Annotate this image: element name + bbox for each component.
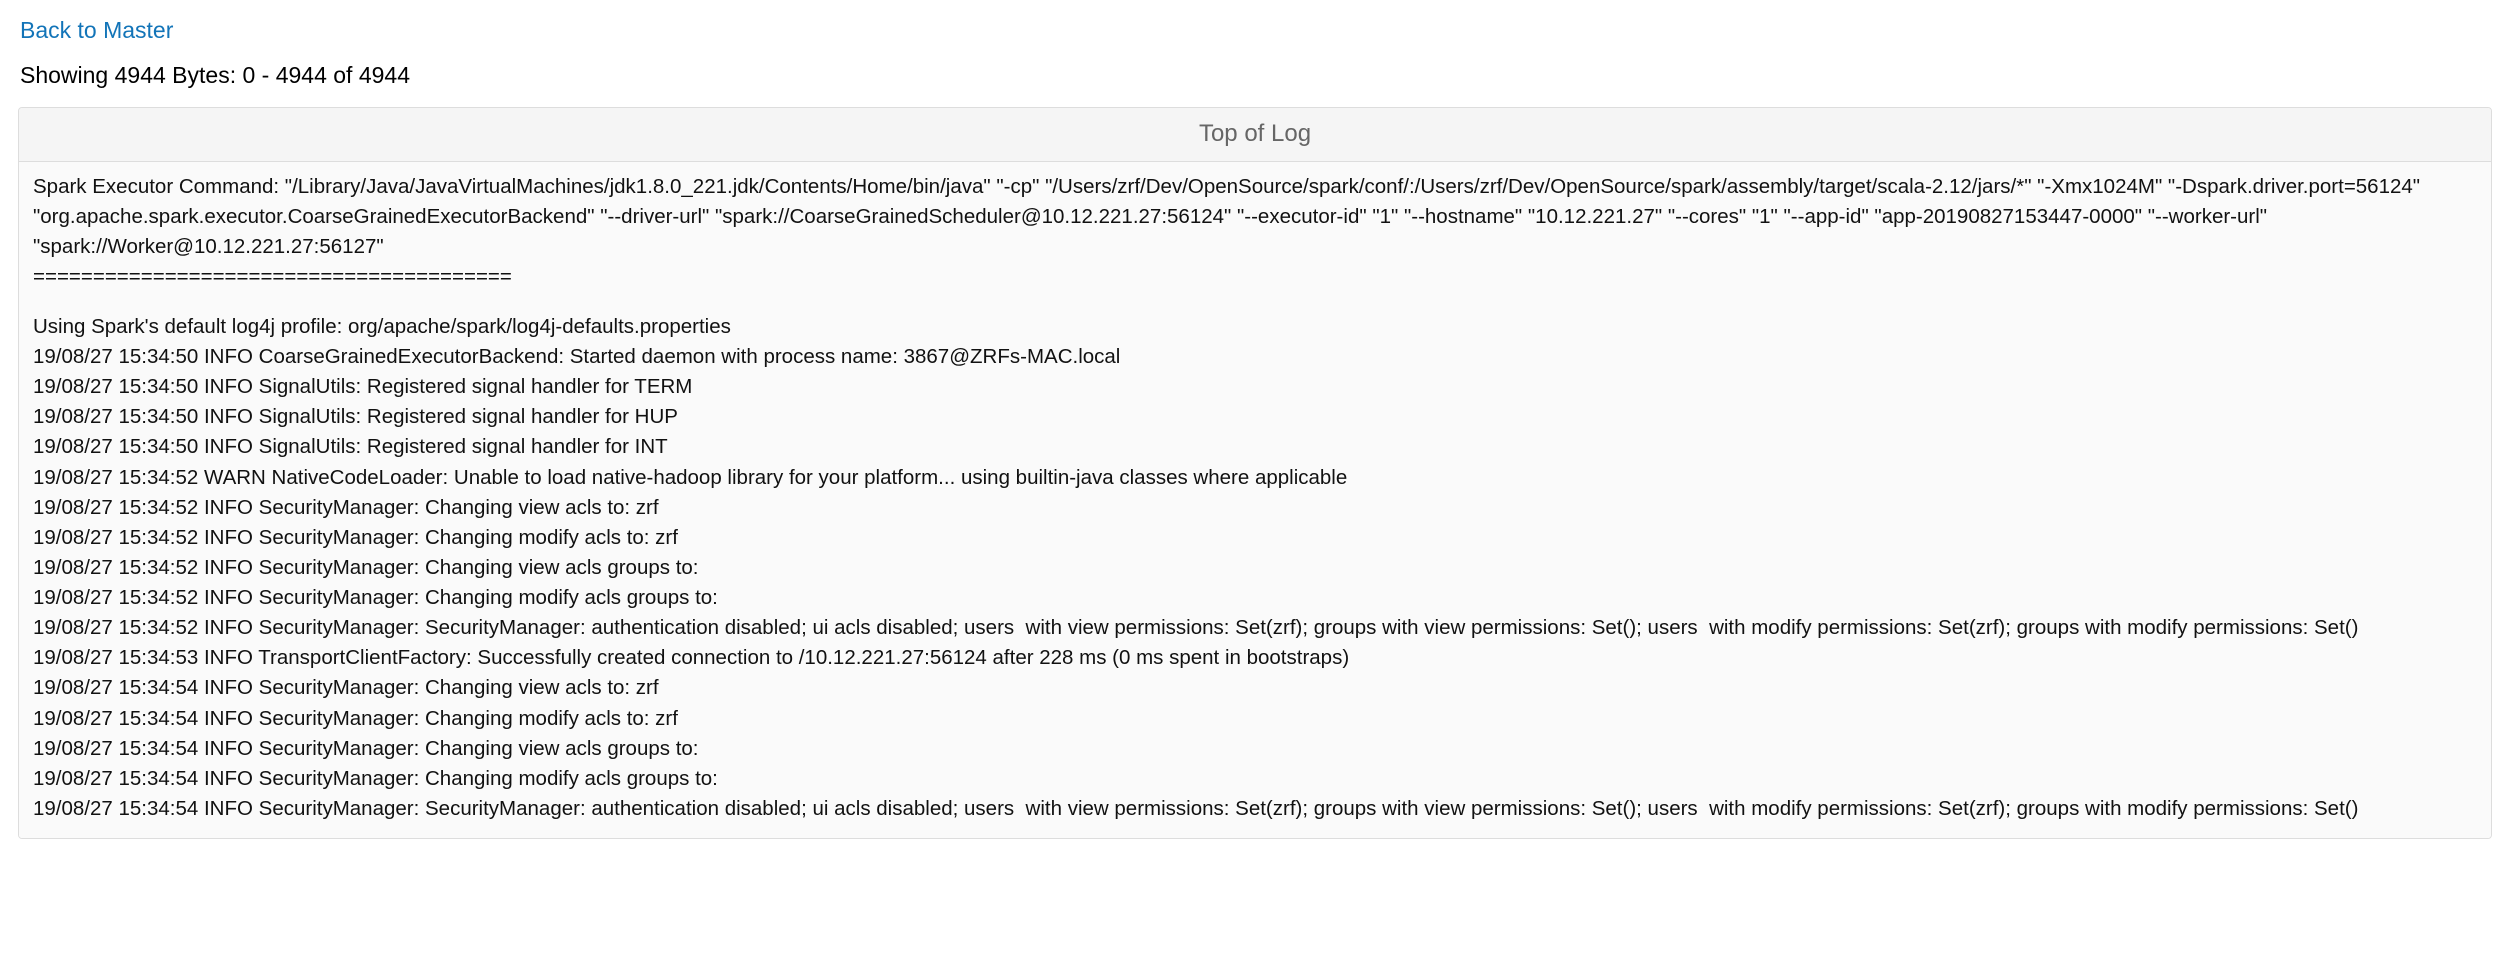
log-line: 19/08/27 15:34:52 INFO SecurityManager: Changing view acls groups to:: [33, 555, 699, 579]
log-line: ========================================: [33, 265, 512, 289]
log-panel-header: Top of Log: [19, 108, 2491, 162]
log-line: 19/08/27 15:34:54 INFO SecurityManager: Changing view acls to: zrf: [33, 676, 659, 700]
back-to-master-link[interactable]: Back to Master: [20, 17, 174, 43]
log-line: 19/08/27 15:34:54 INFO SecurityManager: Changing view acls groups to:: [33, 736, 699, 760]
log-line: 19/08/27 15:34:50 INFO SignalUtils: Registered signal handler for INT: [33, 435, 668, 459]
log-line: 19/08/27 15:34:50 INFO CoarseGrainedExecutorBackend: Started daemon with process name: 3867@ZRFs-MAC.local: [33, 345, 1121, 369]
log-line: 19/08/27 15:34:54 INFO SecurityManager: Changing modify acls to: zrf: [33, 706, 678, 730]
log-line: 19/08/27 15:34:52 WARN NativeCodeLoader: Unable to load native-hadoop library for your platform... using builtin-java classes where applicable: [33, 465, 1348, 489]
log-line: [33, 293, 2477, 312]
log-line: 19/08/27 15:34:52 INFO SecurityManager: Changing modify acls groups to:: [33, 586, 718, 610]
log-content[interactable]: [19, 162, 2491, 838]
log-panel: [18, 107, 2492, 839]
showing-bytes-status: Showing 4944 Bytes: 0 - 4944 of 4944: [20, 62, 411, 88]
log-line: 19/08/27 15:34:52 INFO SecurityManager: Changing view acls to: zrf: [33, 495, 659, 519]
log-line: 19/08/27 15:34:50 INFO SignalUtils: Registered signal handler for HUP: [33, 405, 678, 429]
log-line: 19/08/27 15:34:54 INFO SecurityManager: Changing modify acls groups to:: [33, 766, 718, 790]
log-line: 19/08/27 15:34:52 INFO SecurityManager: Changing modify acls to: zrf: [33, 525, 678, 549]
log-line: 19/08/27 15:34:50 INFO SignalUtils: Registered signal handler for TERM: [33, 375, 693, 399]
log-line: Using Spark's default log4j profile: org/apache/spark/log4j-defaults.properties: [33, 314, 731, 338]
log-line: Spark Executor Command: "/Library/Java/JavaVirtualMachines/jdk1.8.0_221.jdk/Contents/Home/bin/java" "-cp" "/Users/zrf/Dev/OpenSource/spark/conf/:/Users/zrf/Dev/OpenSource/spark/assembly/target/scala-2.12/jars/*" "-Xmx1024M" "-Dspark.driver.port=56124" "org.apache.spark.executor.CoarseGrainedExecutorBackend" "--driver-url" "spark://CoarseGrainedScheduler@10.12.221.27:56124" "--executor-id" "1" "--hostname" "10.12.221.27" "--cores" "1" "--app-id" "app-20190827153447-0000" "--worker-url" "spark://Worker@10.12.221.27:56127": [33, 175, 2426, 259]
log-line: 19/08/27 15:34:54 INFO SecurityManager: SecurityManager: authentication disabled; ui acls disabled; users with view permissions: Set(zrf); groups with view permissions: Set(); users with modify permissions: Set(zrf); groups with modify permissions: Set(): [33, 796, 2359, 820]
log-line: 19/08/27 15:34:53 INFO TransportClientFactory: Successfully created connection to /10.12.221.27:56124 after 228 ms (0 ms spent in bootstraps): [33, 646, 1350, 670]
log-line: 19/08/27 15:34:52 INFO SecurityManager: SecurityManager: authentication disabled; ui acls disabled; users with view permissions: Set(zrf); groups with view permissions: Set(); users with modify permissions: Set(zrf); groups with modify permissions: Set(): [33, 616, 2359, 640]
